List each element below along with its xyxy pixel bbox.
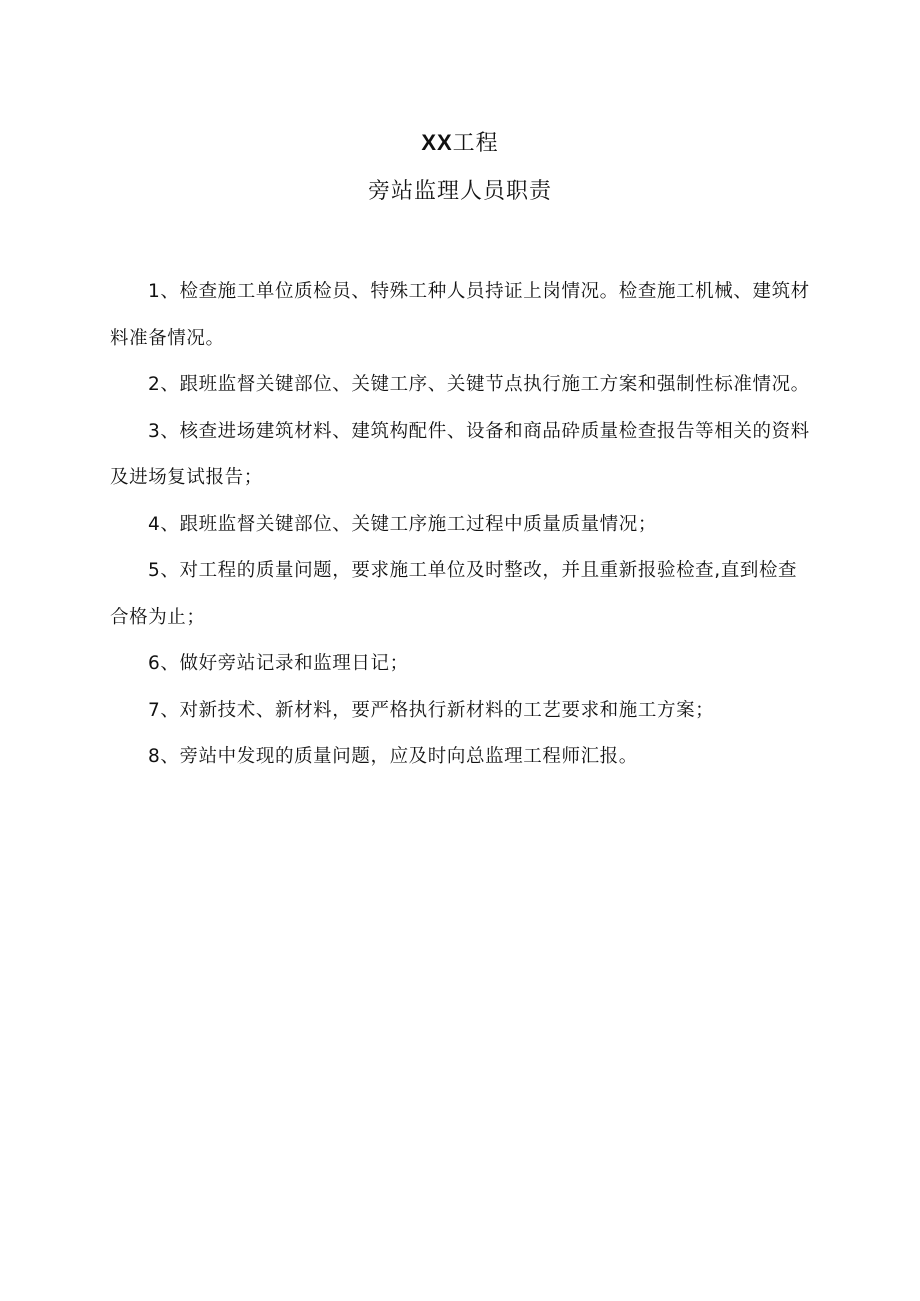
duty-item-6: 6、做好旁站记录和监理日记； xyxy=(148,653,409,674)
title-project-code: XX xyxy=(421,130,453,155)
duty-item-2: 2、跟班监督关键部位、关键工序、关键节点执行施工方案和强制性标准情况。 xyxy=(148,374,810,395)
duty-item-4: 4、跟班监督关键部位、关键工序施工过程中质量质量情况； xyxy=(148,513,657,535)
duty-item-3: 3、核查进场建筑材料、建筑构配件、设备和商品砕质量检查报告等相关的资料及进场复试报告； xyxy=(110,420,810,488)
document-title xyxy=(0,128,920,159)
duty-item-8: 8、旁站中发现的质量问题，应及时向总监理工程师汇报。 xyxy=(148,746,638,767)
duty-item-1: 1、检查施工单位质检员、特殊工种人员持证上岗情况。检查施工机械、建筑材料准备情况。 xyxy=(110,281,810,349)
document-subtitle: 旁站监理人员职责 xyxy=(367,179,552,204)
duty-item-5: 5、对工程的质量问题，要求施工单位及时整改，并且重新报验检查,直到检查合格为止； xyxy=(110,560,798,628)
title-project-word: 工程 xyxy=(452,131,499,156)
duty-item-7: 7、对新技术、新材料，要严格执行新材料的工艺要求和施工方案； xyxy=(148,699,715,721)
duties-list xyxy=(110,269,815,781)
